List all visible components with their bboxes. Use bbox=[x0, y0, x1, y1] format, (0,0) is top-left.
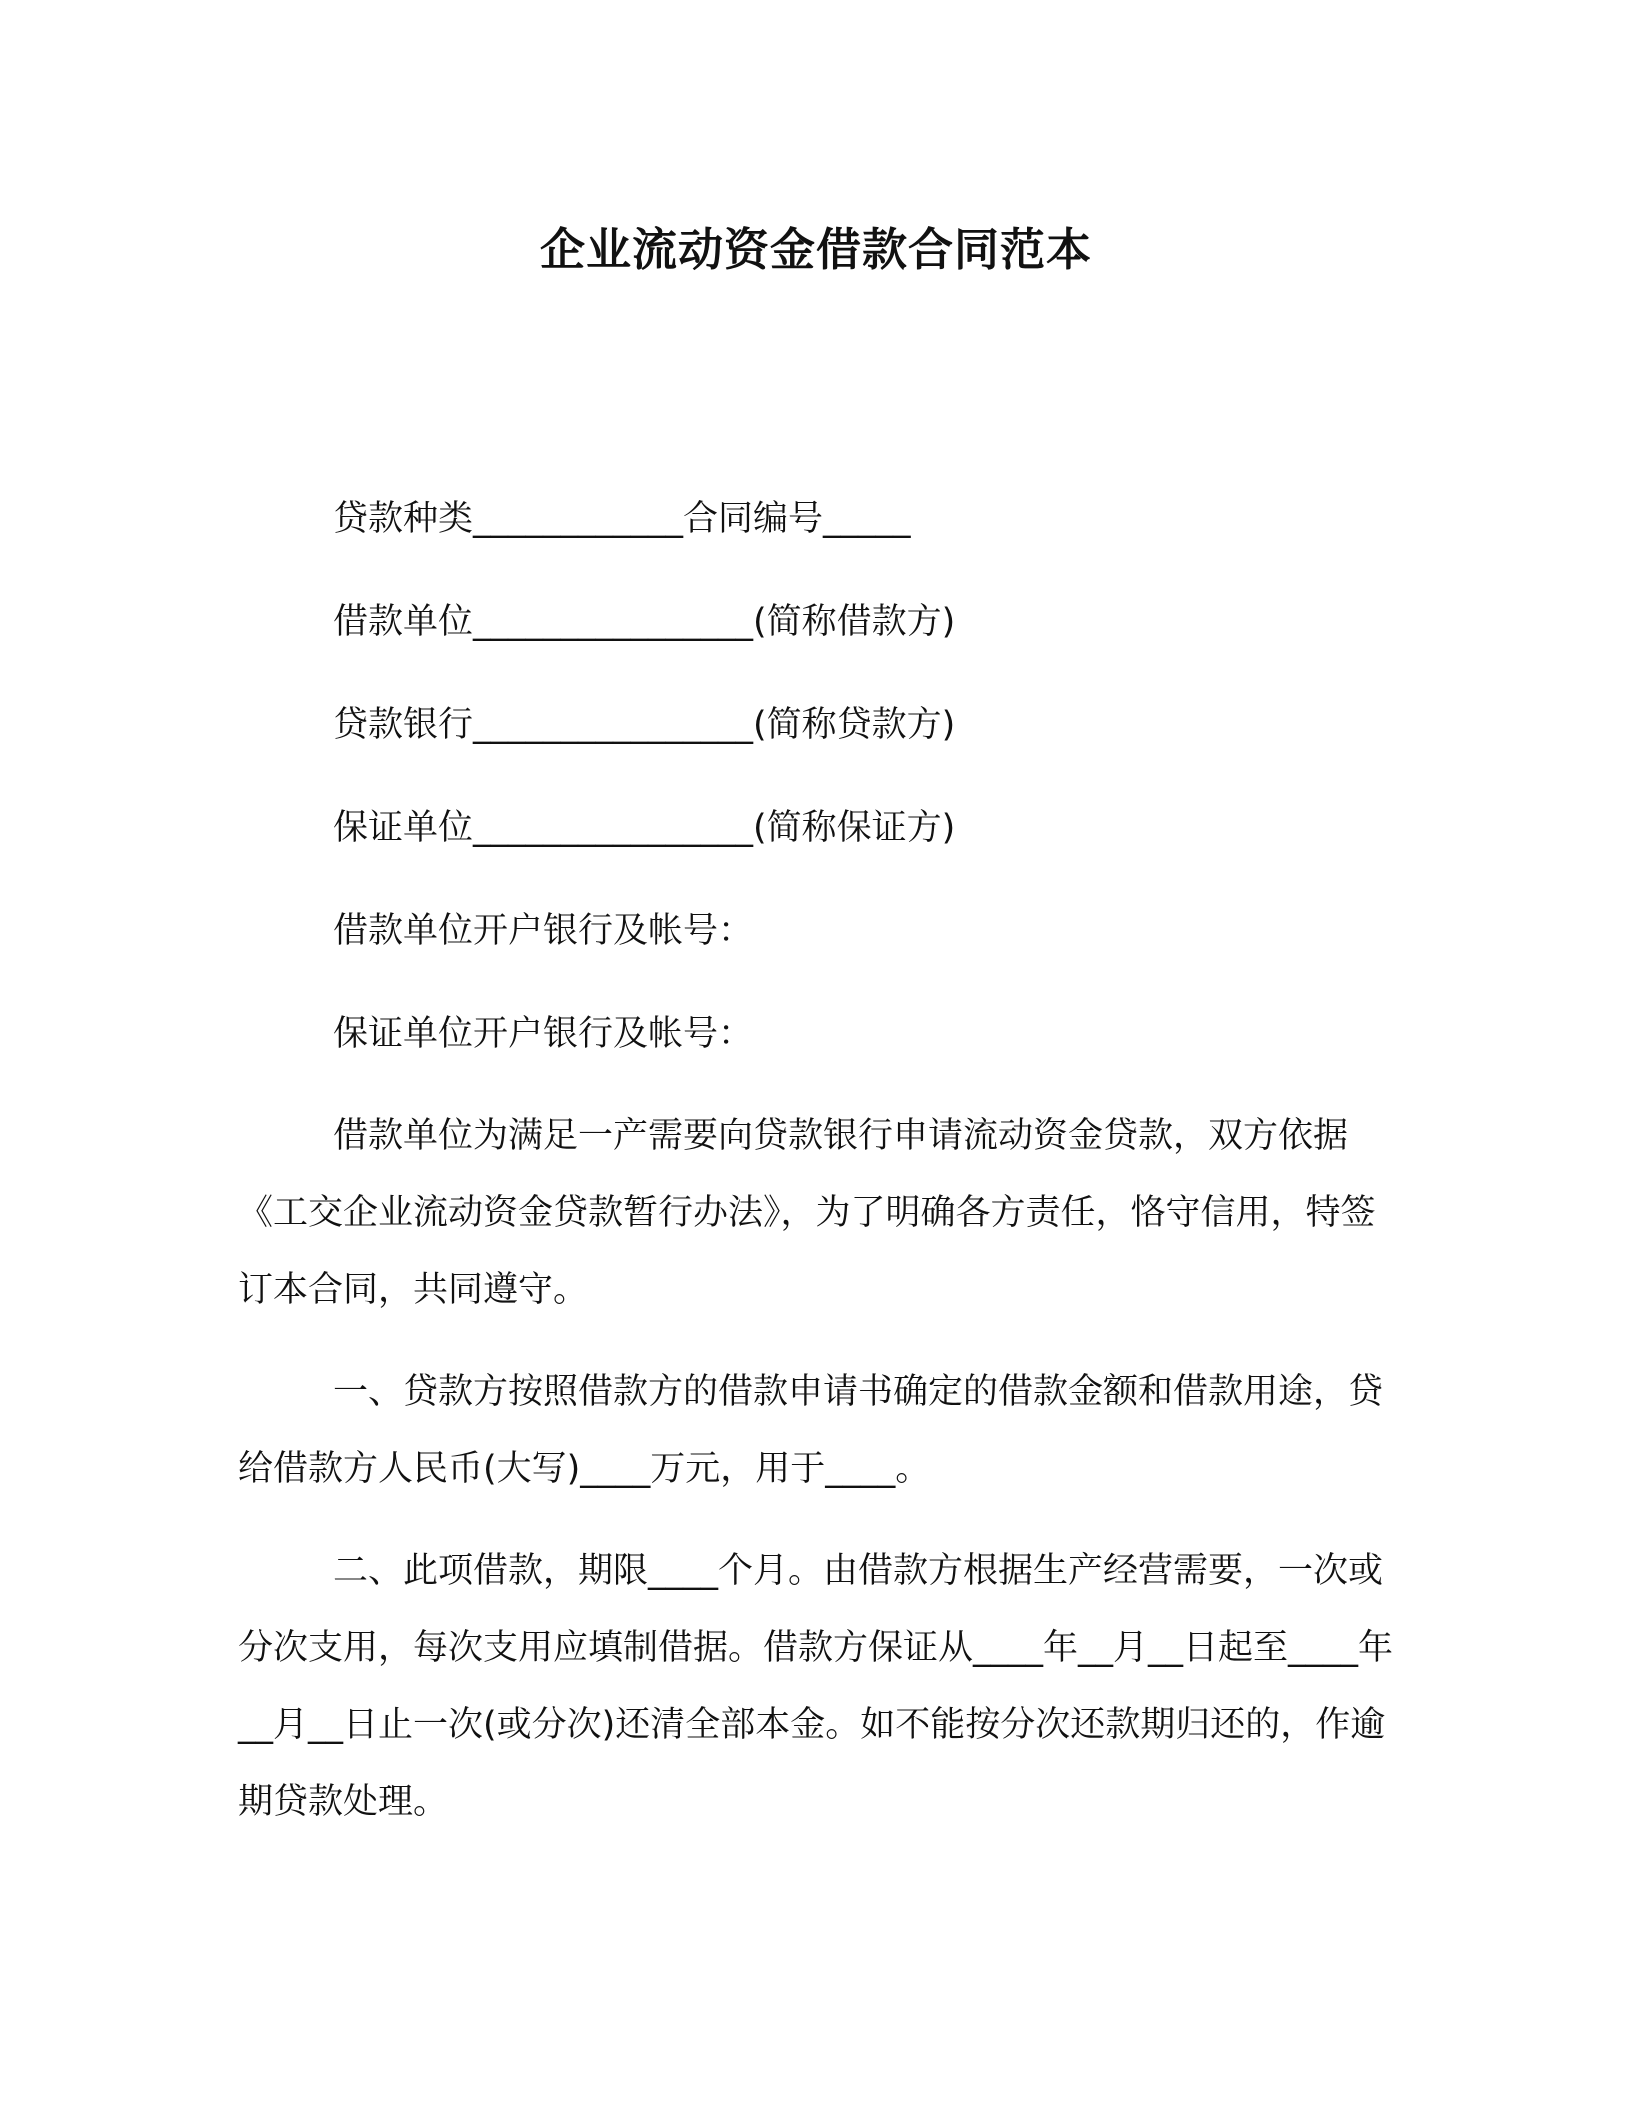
field-borrower: 借款单位________________(简称借款方) bbox=[333, 602, 956, 642]
paragraph-text: 一、贷款方按照借款方的借款申请书确定的借款金额和借款用途，贷给借款方人民币(大写)____万元，用于____。 bbox=[238, 1372, 1384, 1489]
paragraph-clause-1 bbox=[238, 1354, 1398, 1508]
paragraph-text: 二、此项借款，期限____个月。由借款方根据生产经营需要，一次或分次支用，每次支用应填制借据。借款方保证从____年__月__日起至____年__月__日止一次(或分次)还清全部本金。如不能按分次还款期归还的，作逾期贷款处理。 bbox=[238, 1551, 1394, 1822]
paragraph-text: 借款单位为满足一产需要向贷款银行申请流动资金贷款，双方依据《工交企业流动资金贷款暂行办法》，为了明确各方责任，恪守信用，特签订本合同，共同遵守。 bbox=[238, 1116, 1376, 1310]
field-lending-bank: 贷款银行________________(简称贷款方) bbox=[333, 705, 956, 745]
field-guarantor: 保证单位________________(简称保证方) bbox=[333, 808, 956, 848]
field-guarantor-bank-account: 保证单位开户银行及帐号： bbox=[333, 1014, 754, 1054]
field-loan-type-contract-number: 贷款种类____________合同编号_____ bbox=[333, 499, 911, 539]
paragraph-preamble bbox=[238, 1098, 1398, 1329]
field-borrower-bank-account: 借款单位开户银行及帐号： bbox=[333, 911, 754, 951]
paragraph-clause-2 bbox=[238, 1533, 1398, 1841]
document-title: 企业流动资金借款合同范本 bbox=[539, 223, 1092, 276]
